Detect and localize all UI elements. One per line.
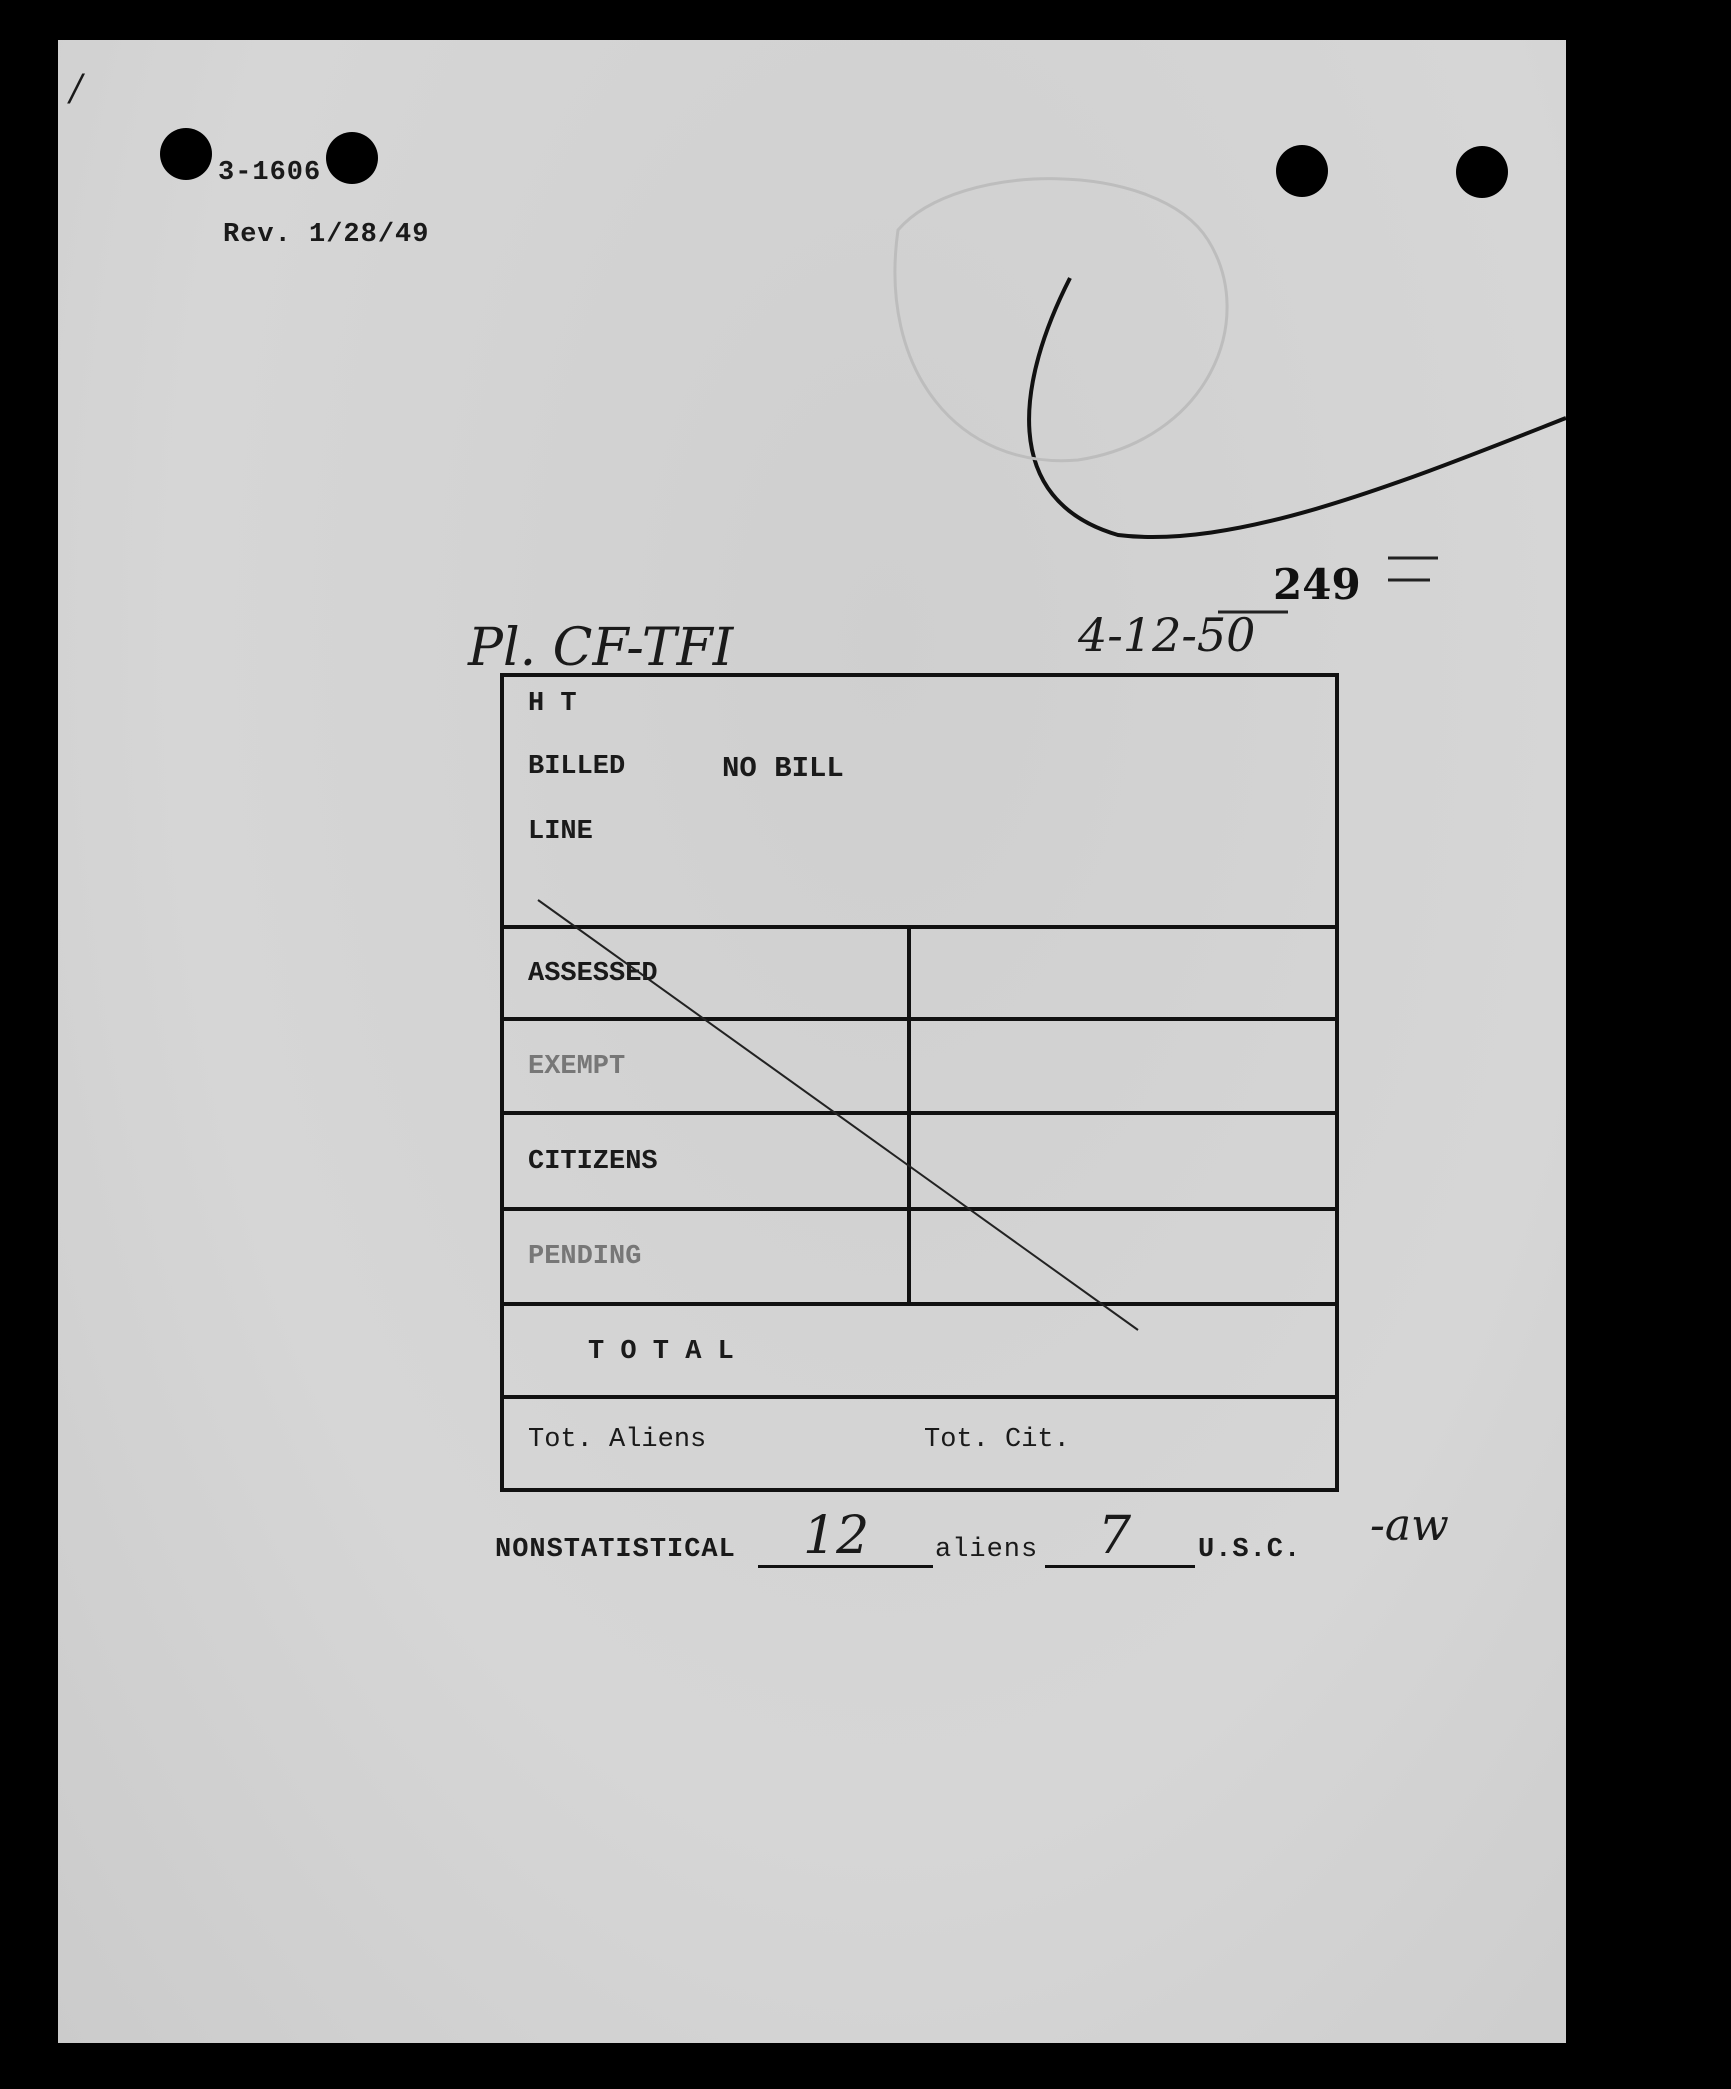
pen-marks — [58, 40, 1566, 2043]
aliens-label: aliens — [935, 1535, 1039, 1565]
usc-count: 7 — [1098, 1506, 1132, 1566]
tot-aliens-label: Tot. Aliens — [528, 1425, 707, 1455]
form-number: 3-1606 — [218, 158, 322, 188]
citizens-label: CITIZENS — [528, 1147, 658, 1177]
tot-cit-label: Tot. Cit. — [924, 1425, 1070, 1455]
page-mark: / — [70, 68, 83, 109]
billed-label: BILLED — [528, 752, 626, 782]
nonstatistical-label: NONSTATISTICAL — [495, 1535, 736, 1565]
watermark-faint — [895, 179, 1227, 461]
assessed-label: ASSESSED — [528, 959, 658, 989]
ht-label: H T — [528, 689, 577, 719]
document-page — [58, 40, 1566, 2043]
handwritten-code: Pl. CF-TFI — [468, 618, 734, 678]
exempt-label: EXEMPT — [528, 1052, 626, 1082]
stamped-number: 249 — [1273, 560, 1361, 609]
billed-stamp: NO BILL — [722, 752, 844, 785]
aliens-count: 12 — [803, 1506, 870, 1566]
strike-through-line — [538, 900, 1138, 1330]
initials: -aw — [1370, 1500, 1449, 1551]
dashed-stamp-marks — [1218, 558, 1438, 612]
total-label: T O T A L — [588, 1337, 734, 1367]
pending-label: PENDING — [528, 1242, 642, 1272]
usc-label: U.S.C. — [1198, 1535, 1302, 1565]
pen-curve — [1029, 278, 1566, 537]
line-label: LINE — [528, 817, 593, 847]
form-revision: Rev. 1/28/49 — [223, 220, 430, 250]
handwritten-date: 4-12-50 — [1078, 608, 1256, 662]
